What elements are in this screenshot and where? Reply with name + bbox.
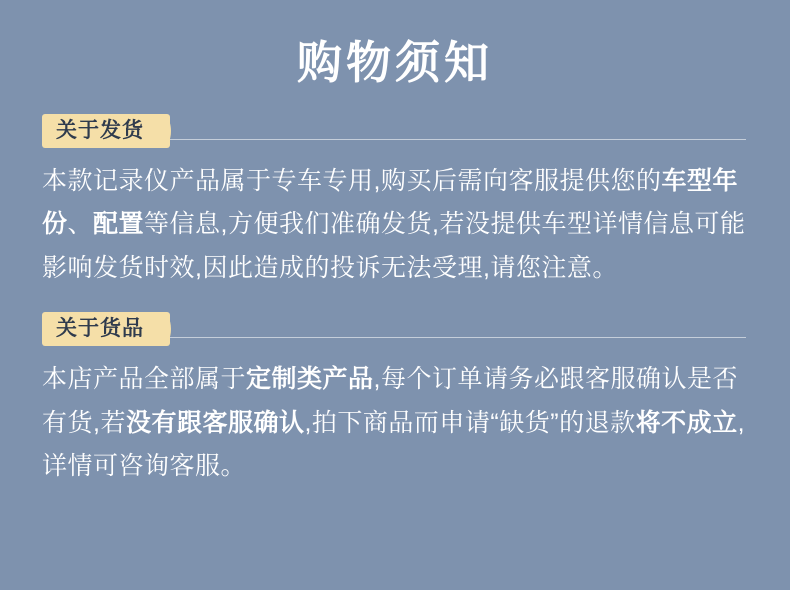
- section-goods: [0, 312, 790, 489]
- section-shipping: [0, 114, 790, 291]
- section-goods-tag-row: [42, 312, 746, 346]
- section-goods-paragraph: 本店产品全部属于定制类产品,每个订单请务必跟客服确认是否有货,若没有跟客服确认,拍下商品而申请“缺货”的退款将不成立,详情可咨询客服。: [42, 365, 746, 480]
- section-shipping-tag-row: [42, 114, 746, 148]
- page-title: 购物须知: [296, 37, 493, 88]
- section-shipping-paragraph: 本款记录仪产品属于专车专用,购买后需向客服提供您的车型年份、配置等信息,方便我们准确发货,若没提供车型详情信息可能影响发货时效,因此造成的投诉无法受理,请您注意。: [42, 166, 746, 282]
- section-shipping-tag: 关于发货: [42, 114, 170, 148]
- section-goods-tag: 关于货品: [42, 312, 170, 346]
